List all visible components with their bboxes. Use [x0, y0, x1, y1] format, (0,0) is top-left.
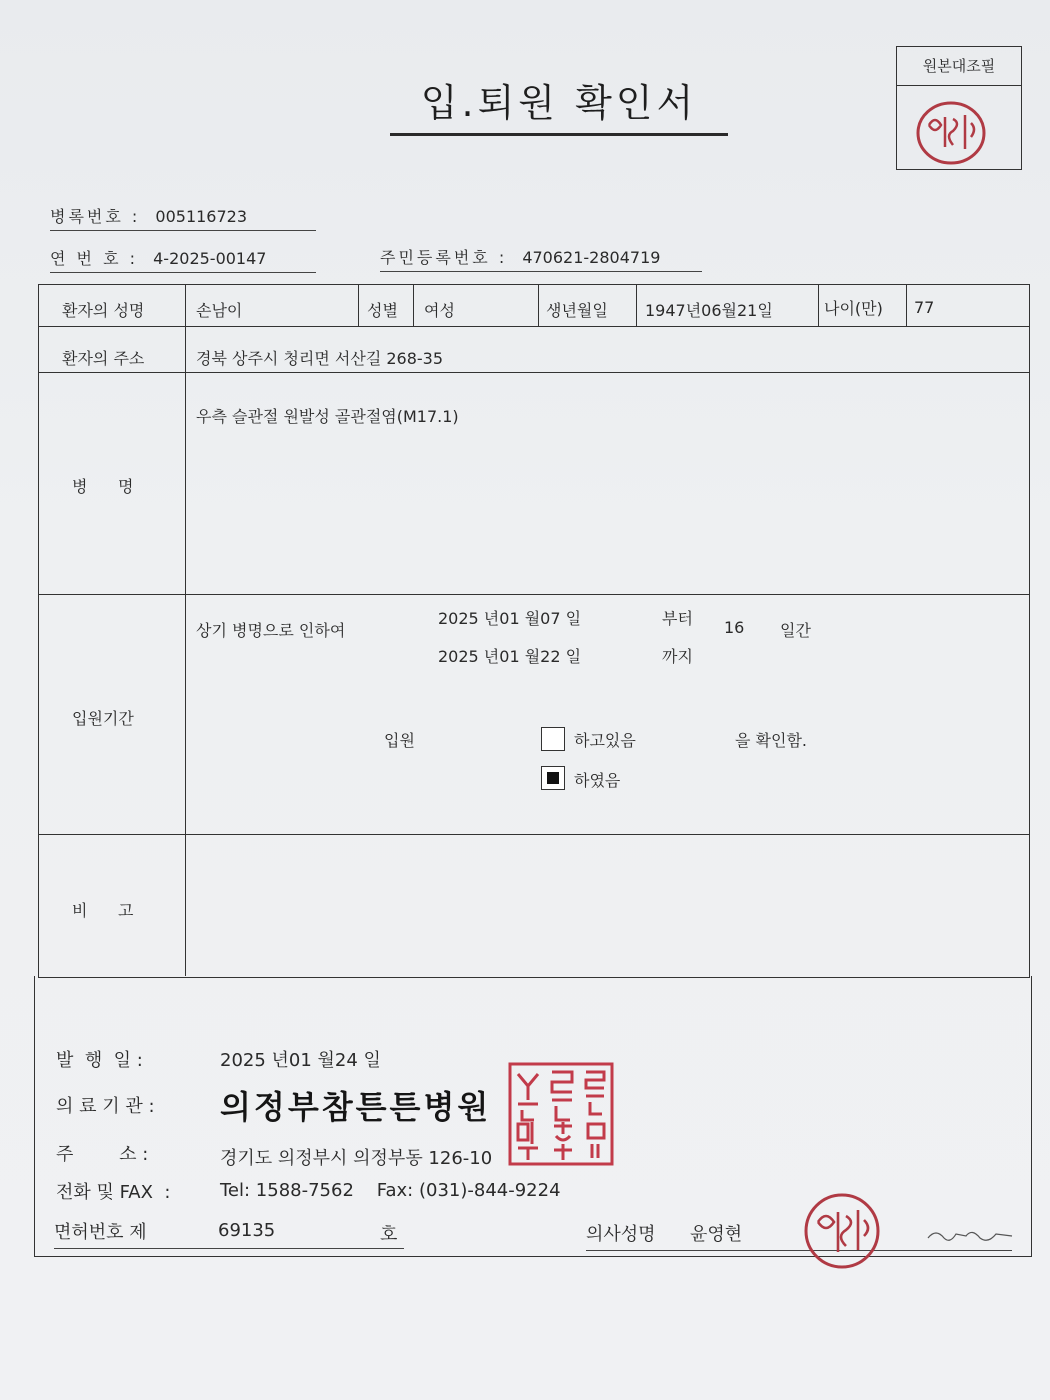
license-label: 면허번호 제	[54, 1222, 147, 1243]
admission-end-date: 2025 년01 월22 일	[438, 647, 582, 666]
dob-value: 1947년06월21일	[645, 301, 773, 320]
admission-period-label: 입원기간	[72, 709, 134, 728]
admission-start-date: 2025 년01 월07 일	[438, 609, 582, 628]
admission-to-label: 까지	[662, 647, 693, 666]
address-value: 경북 상주시 청리면 서산길 268-35	[196, 349, 444, 368]
serial-number-label: 연 번 호 :	[50, 249, 139, 268]
diagnosis-value: 우측 슬관절 원발성 골관절염(M17.1)	[196, 407, 459, 426]
serial-number-value: 4-2025-00147	[153, 249, 267, 268]
doctor-name-label: 의사성명	[586, 1224, 656, 1245]
doctor-name-value: 윤영현	[690, 1224, 743, 1245]
doctor-signature	[926, 1226, 1016, 1246]
hospital-seal-stamp	[506, 1060, 616, 1168]
admission-from-label: 부터	[662, 609, 693, 628]
diagnosis-label: 병 명	[72, 477, 134, 496]
record-number-label: 병록번호 :	[50, 207, 141, 226]
resident-number-line	[380, 245, 702, 272]
admission-days: 16	[724, 618, 745, 637]
currently-admitted-label: 하고있음	[574, 731, 636, 750]
original-check-box	[896, 46, 1022, 170]
resident-number-value: 470621-2804719	[522, 248, 661, 267]
sex-value: 여성	[424, 301, 455, 320]
admit-label: 입원	[384, 731, 415, 750]
document-title: 입.퇴원 확인서	[390, 72, 728, 136]
remarks-label: 비 고	[72, 901, 134, 920]
confirm-text: 을 확인함.	[735, 731, 807, 750]
license-suffix: 호	[380, 1224, 398, 1245]
sex-label: 성별	[367, 301, 398, 320]
institution-label: 의 료 기 관 :	[56, 1096, 155, 1117]
tel-fax-label: 전화 및 FAX :	[56, 1182, 171, 1203]
address-label: 환자의 주소	[62, 349, 145, 368]
doctor-signature-seal	[802, 1192, 882, 1270]
patient-info-table	[38, 284, 1030, 978]
discharged-label: 하였음	[574, 771, 621, 790]
patient-name-label: 환자의 성명	[62, 301, 145, 320]
currently-admitted-checkbox[interactable]	[541, 727, 565, 751]
institution-name: 의정부참튼튼병원	[220, 1088, 492, 1126]
record-number-line	[50, 204, 316, 231]
patient-name-value: 손남이	[196, 301, 243, 320]
age-label: 나이(만)	[824, 299, 883, 318]
issue-date-label: 발 행 일 :	[56, 1050, 143, 1071]
license-line	[54, 1218, 404, 1249]
address-label-footer: 주 소 :	[56, 1144, 149, 1165]
age-value: 77	[914, 298, 935, 317]
issue-date-value: 2025 년01 월24 일	[220, 1050, 381, 1071]
dob-label: 생년월일	[546, 301, 608, 320]
admission-days-unit: 일간	[780, 621, 811, 640]
resident-number-label: 주민등록번호 :	[380, 248, 508, 267]
license-number: 69135	[218, 1220, 276, 1241]
hospital-address: 경기도 의정부시 의정부동 126-10	[220, 1148, 493, 1169]
record-number-value: 005116723	[155, 207, 248, 226]
doctor-seal-stamp	[915, 95, 1001, 165]
discharged-checkbox[interactable]	[541, 766, 565, 790]
tel-fax-value: Tel: 1588-7562 Fax: (031)-844-9224	[220, 1180, 561, 1201]
serial-number-line	[50, 246, 316, 273]
admission-reason: 상기 병명으로 인하여	[196, 621, 346, 640]
original-check-label: 원본대조필	[897, 47, 1021, 86]
